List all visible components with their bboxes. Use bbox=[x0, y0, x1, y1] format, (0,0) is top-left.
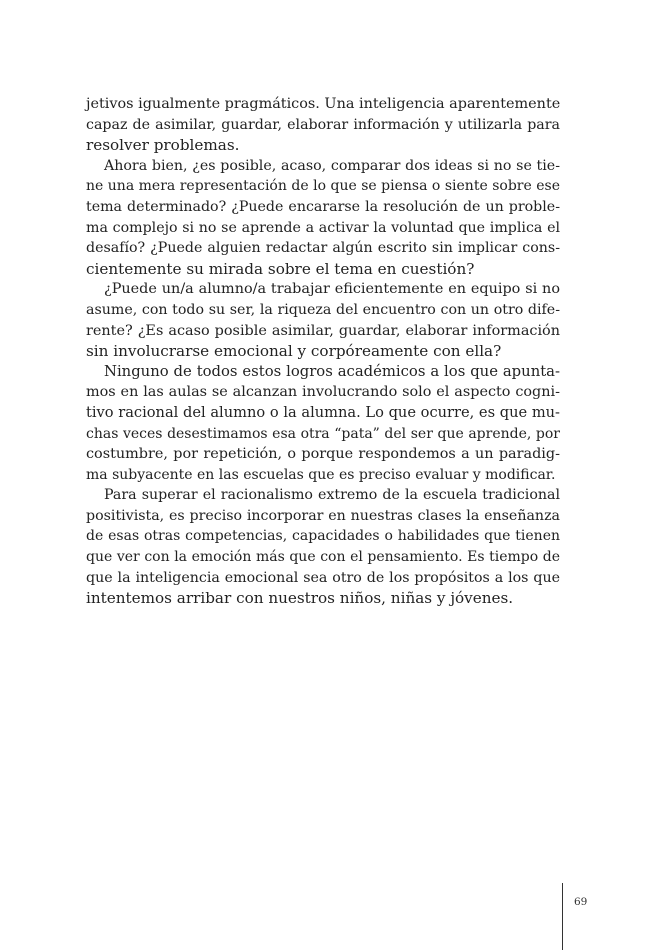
text-line: sin involucrarse emocional y corpóreamente con ella? bbox=[86, 342, 502, 361]
text-line: tivo racional del alumno o la alumna. Lo que ocurre, es que mu- bbox=[86, 403, 560, 421]
paragraph bbox=[86, 485, 560, 609]
text-line: ne una mera representación de lo que se piensa o siente sobre ese bbox=[86, 178, 560, 195]
text-line: Ahora bien, ¿es posible, acaso, comparar dos ideas si no se tie- bbox=[104, 157, 560, 174]
text-line: resolver problemas. bbox=[86, 136, 240, 155]
text-line: rente? ¿Es acaso posible asimilar, guardar, elaborar información bbox=[86, 322, 560, 339]
text-line: ma subyacente en las escuelas que es preciso evaluar y modificar. bbox=[86, 466, 556, 483]
text-line: positivista, es preciso incorporar en nuestras clases la enseñanza bbox=[86, 507, 560, 524]
text-line: costumbre, por repetición, o porque respondemos a un paradig- bbox=[86, 446, 560, 463]
text-line: mos en las aulas se alcanzan involucrando solo el aspecto cogni- bbox=[86, 384, 560, 401]
text-line: de esas otras competencias, capacidades o habilidades que tienen bbox=[86, 528, 560, 545]
text-line: Para superar el racionalismo extremo de la escuela tradicional bbox=[104, 487, 560, 504]
text-line: ma complejo si no se aprende a activar la voluntad que implica el bbox=[86, 219, 560, 236]
text-line: tema determinado? ¿Puede encararse la resolución de un proble- bbox=[86, 198, 560, 215]
paragraph bbox=[86, 279, 560, 361]
text-line: que la inteligencia emocional sea otro de los propósitos a los que bbox=[86, 569, 560, 586]
body-text bbox=[86, 94, 560, 609]
page-number: 69 bbox=[574, 896, 588, 908]
text-line: ¿Puede un/a alumno/a trabajar eficientemente en equipo si no bbox=[104, 281, 560, 298]
text-line: capaz de asimilar, guardar, elaborar información y utilizarla para bbox=[86, 116, 560, 133]
text-line: chas veces desestimamos esa otra “pata” del ser que aprende, por bbox=[86, 425, 560, 442]
text-line: jetivos igualmente pragmáticos. Una inteligencia aparentemente bbox=[86, 96, 561, 112]
text-line: Ninguno de todos estos logros académicos a los que apunta- bbox=[104, 362, 560, 380]
footer-divider bbox=[562, 883, 563, 950]
text-line: que ver con la emoción más que con el pensamiento. Es tiempo de bbox=[86, 549, 560, 566]
paragraph bbox=[86, 362, 560, 486]
text-line: intentemos arribar con nuestros niños, niñas y jóvenes. bbox=[86, 589, 514, 608]
text-line: cientemente su mirada sobre el tema en cuestión? bbox=[86, 259, 475, 278]
text-line: asume, con todo su ser, la riqueza del encuentro con un otro dife- bbox=[86, 301, 560, 318]
paragraph bbox=[86, 156, 560, 280]
paragraph bbox=[86, 94, 560, 156]
text-line: desafío? ¿Puede alguien redactar algún escrito sin implicar cons- bbox=[86, 240, 560, 257]
